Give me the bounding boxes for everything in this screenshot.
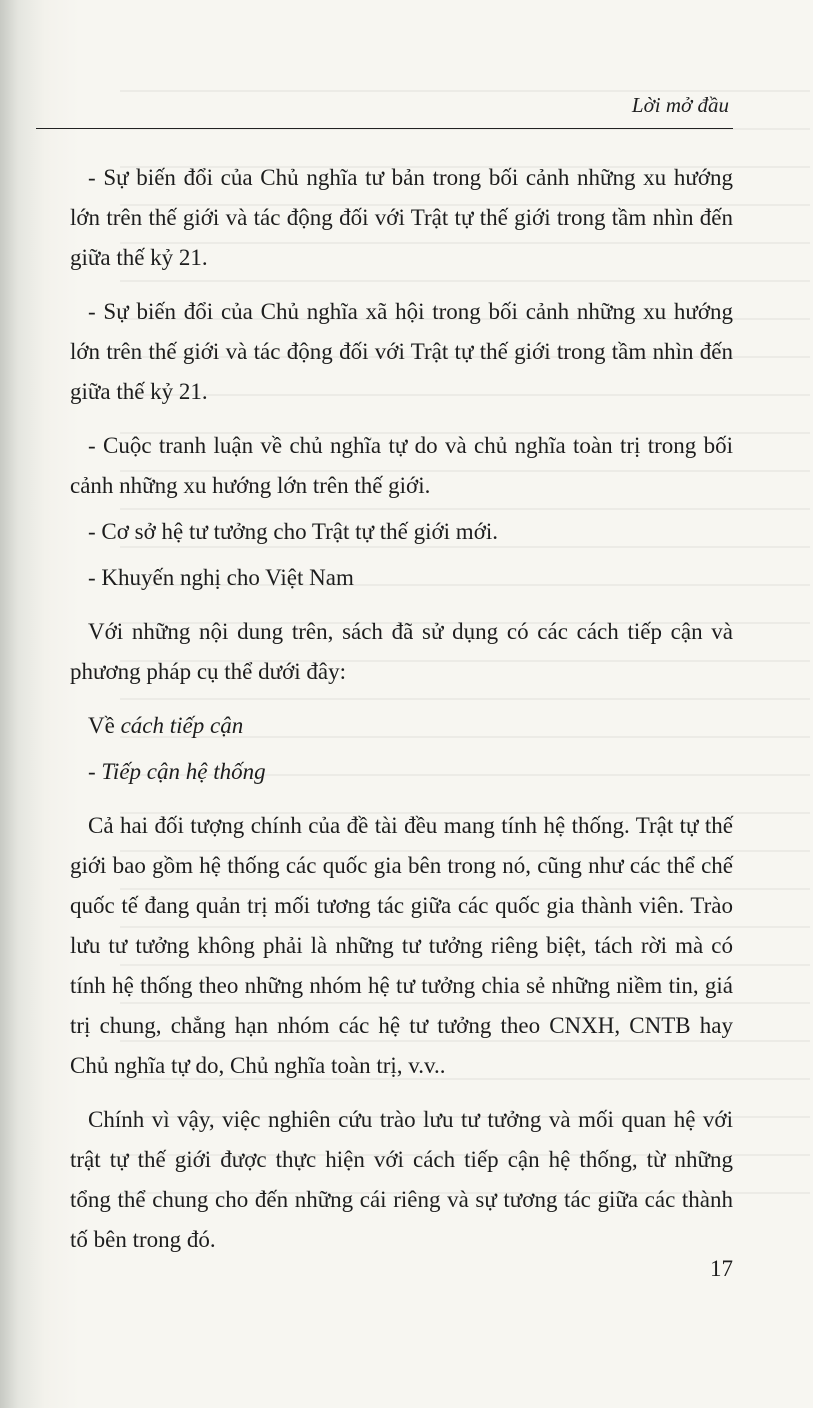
intro-paragraph: Với những nội dung trên, sách đã sử dụng có các cách tiếp cận và phương pháp cụ thể dưới đây: <box>70 619 733 684</box>
approach-heading-prefix: Về <box>88 713 121 738</box>
approach-heading <box>70 706 733 746</box>
header-divider <box>36 128 733 129</box>
bullet-paragraph-capitalism: - Sự biến đổi của Chủ nghĩa tư bản trong bối cảnh những xu hướng lớn trên thế giới và tác động đối với Trật tự thế giới trong tầm nhìn đến giữa thế kỷ 21. <box>70 165 733 270</box>
approach-heading-italic: cách tiếp cận <box>120 713 244 738</box>
system-approach-subheading: - Tiếp cận hệ thống <box>88 759 266 784</box>
bullet-paragraph-foundation: - Cơ sở hệ tư tưởng cho Trật tự thế giới mới. <box>88 519 498 544</box>
conclusion-paragraph: Chính vì vậy, việc nghiên cứu trào lưu tư tưởng và mối quan hệ với trật tự thế giới được thực hiện với cách tiếp cận hệ thống, từ những tổng thể chung cho đến những cái riêng và sự tương tác giữa các thành tố bên trong đó. <box>70 1107 733 1252</box>
bullet-paragraph-socialism: - Sự biến đổi của Chủ nghĩa xã hội trong bối cảnh những xu hướng lớn trên thế giới và tác động đối với Trật tự thế giới trong tầm nhìn đến giữa thế kỷ 21. <box>70 299 733 404</box>
page-body <box>70 158 733 1260</box>
running-header: Lời mở đầu <box>631 93 729 117</box>
bullet-paragraph-debate: - Cuộc tranh luận về chủ nghĩa tự do và chủ nghĩa toàn trị trong bối cảnh những xu hướng lớn trên thế giới. <box>70 433 733 498</box>
system-approach-paragraph: Cả hai đối tượng chính của đề tài đều mang tính hệ thống. Trật tự thế giới bao gồm hệ thống các quốc gia bên trong nó, cũng như các thể chế quốc tế đang quản trị mối tương tác giữa các quốc gia thành viên. Trào lưu tư tưởng không phải là những tư tưởng riêng biệt, tách rời mà có tính hệ thống theo những nhóm hệ tư tưởng chia sẻ những niềm tin, giá trị chung, chẳng hạn nhóm các hệ tư tưởng theo CNXH, CNTB hay Chủ nghĩa tự do, Chủ nghĩa toàn trị, v.v.. <box>70 813 733 1078</box>
page-number: 17 <box>710 1256 733 1281</box>
bullet-paragraph-recommendation: - Khuyến nghị cho Việt Nam <box>88 565 354 590</box>
